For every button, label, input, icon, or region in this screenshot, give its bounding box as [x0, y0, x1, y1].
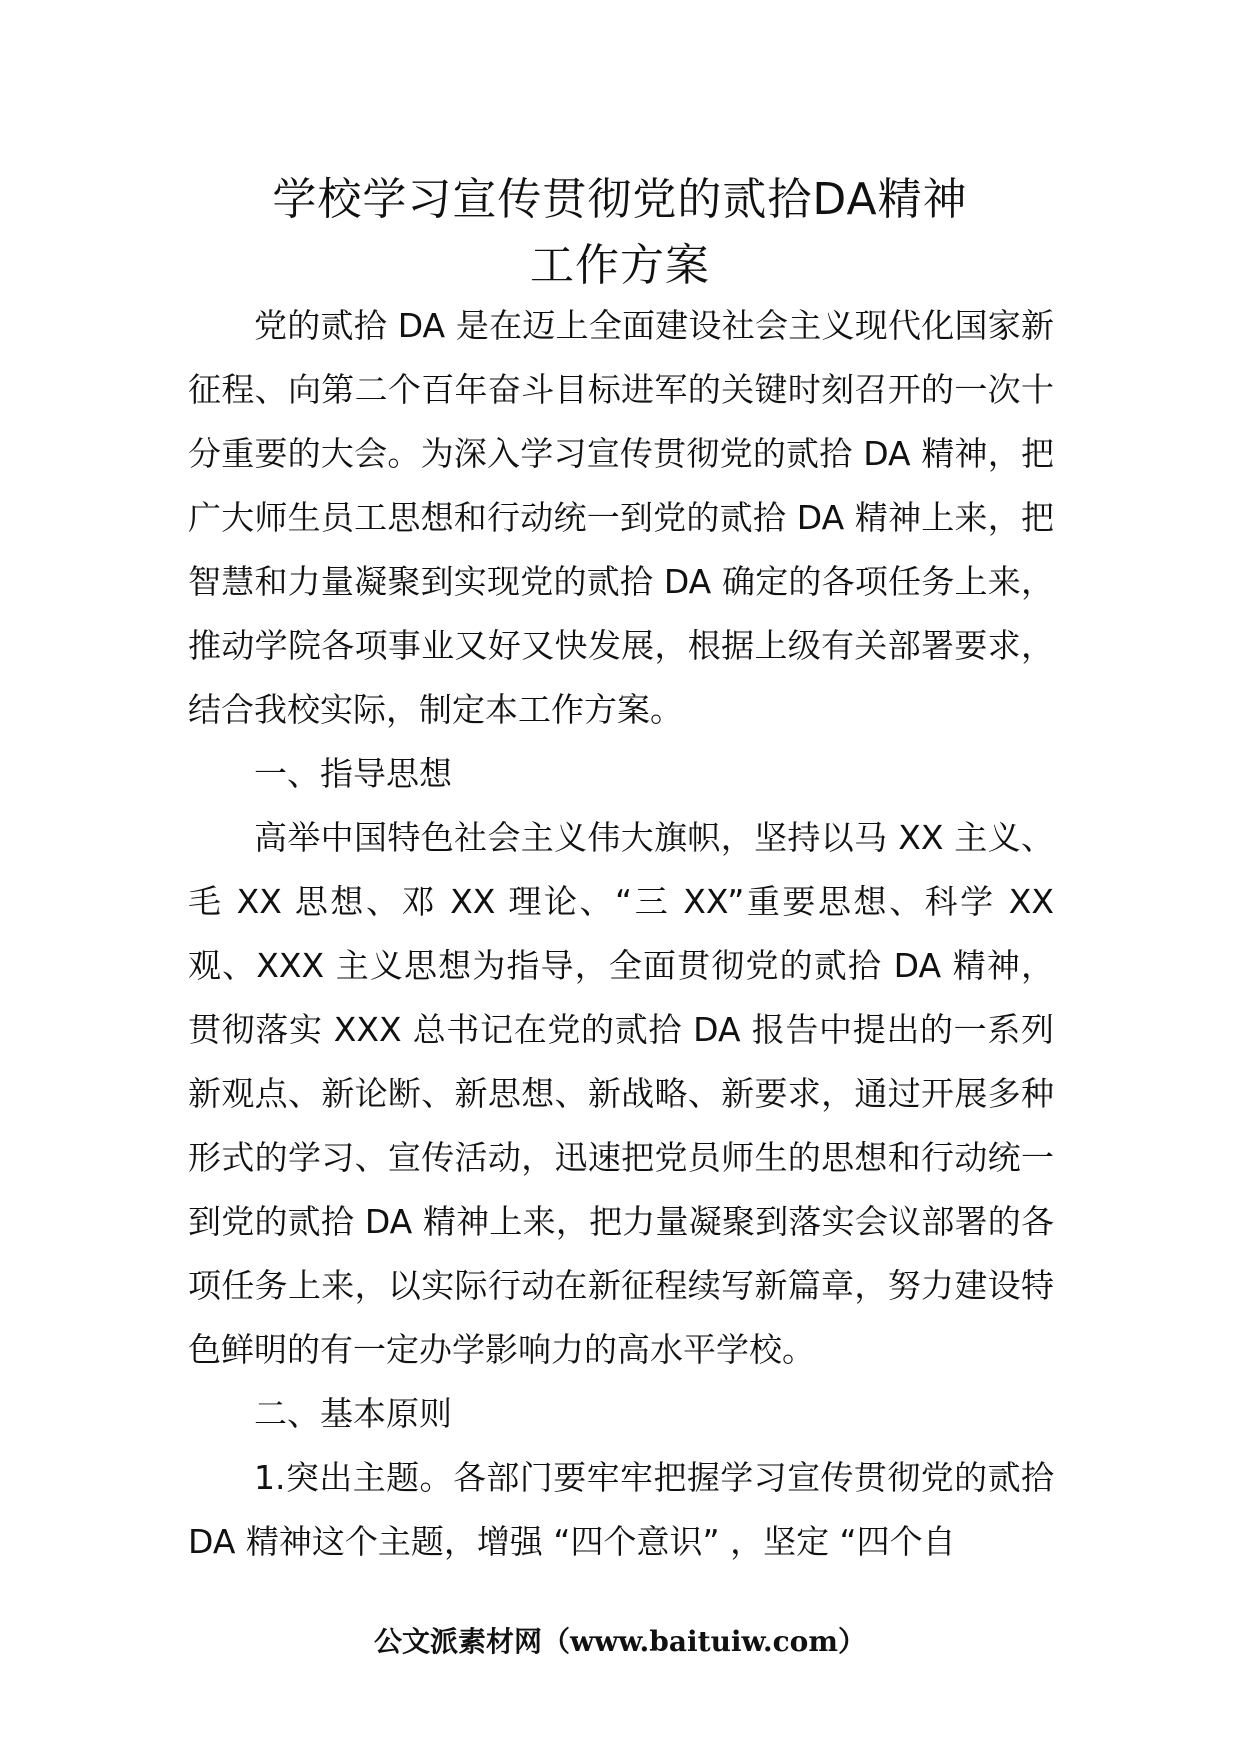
footer-watermark-text: 公文派素材网（www.baituiw.com）: [374, 1625, 866, 1658]
document-body: [188, 294, 1054, 1574]
document-title-line-2: 工作方案: [530, 240, 710, 291]
guiding-thought-paragraph: 高举中国特色社会主义伟大旗帜，坚持以马 XX 主义、毛 XX 思想、邓 XX 理论、“三 XX”重要思想、科学 XX 观、XXX 主义思想为指导，全面贯彻党的贰拾 DA 精神，贯彻落实 XXX 总书记在党的贰拾 DA 报告中提出的一系列新观点、新论断、新思想、新战略、新要求，通过开展多种形式的学习、宣传活动，迅速把党员师生的思想和行动统一到党的贰拾 DA 精神上来，把力量凝聚到落实会议部署的各项任务上来，以实际行动在新征程续写新篇章，努力建设特色鲜明的有一定办学影响力的高水平学校。: [188, 818, 1054, 1369]
intro-paragraph: 党的贰拾 DA 是在迈上全面建设社会主义现代化国家新征程、向第二个百年奋斗目标进军的关键时刻召开的一次十分重要的大会。为深入学习宣传贯彻党的贰拾 DA 精神，把广大师生员工思想和行动统一到党的贰拾 DA 精神上来，把智慧和力量凝聚到实现党的贰拾 DA 确定的各项任务上来，推动学院各项事业又好又快发展，根据上级有关部署要求，结合我校实际，制定本工作方案。: [188, 306, 1054, 729]
document-title-line-1: 学校学习宣传贯彻党的贰拾DA精神: [272, 174, 968, 225]
principle-1-paragraph: 1.突出主题。各部门要牢牢把握学习宣传贯彻党的贰拾 DA 精神这个主题，增强 “四个意识” ，坚定 “四个自: [188, 1458, 1054, 1561]
section-heading-basic-principles: 二、基本原则: [254, 1394, 452, 1433]
section-heading-guiding-thought: 一、指导思想: [254, 754, 452, 793]
